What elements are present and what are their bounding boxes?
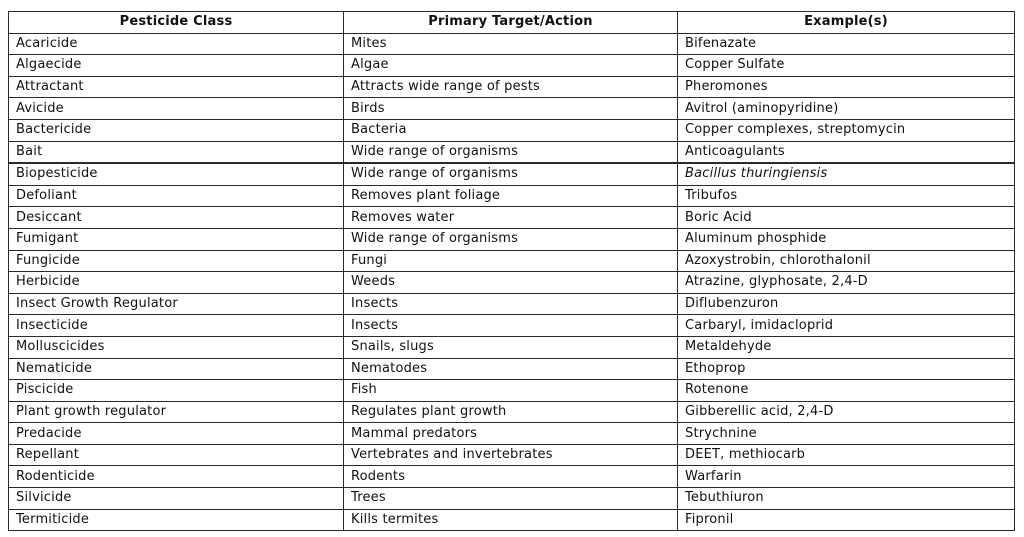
table-row — [9, 336, 1015, 358]
cell-example: Copper Sulfate — [678, 55, 1015, 77]
cell-example: Gibberellic acid, 2,4-D — [678, 401, 1015, 423]
header-examples: Example(s) — [678, 12, 1015, 34]
cell-target: Trees — [344, 488, 678, 510]
cell-example: Tebuthiuron — [678, 488, 1015, 510]
cell-example: Boric Acid — [678, 207, 1015, 229]
cell-class: Molluscicides — [9, 336, 344, 358]
cell-target: Removes plant foliage — [344, 185, 678, 207]
table-header-row — [9, 12, 1015, 34]
table-row — [9, 98, 1015, 120]
cell-target: Fish — [344, 380, 678, 402]
cell-example: Diflubenzuron — [678, 293, 1015, 315]
table-row — [9, 466, 1015, 488]
table-row — [9, 76, 1015, 98]
cell-target: Fungi — [344, 250, 678, 272]
cell-target: Vertebrates and invertebrates — [344, 444, 678, 466]
cell-example: Rotenone — [678, 380, 1015, 402]
cell-example: Carbaryl, imidacloprid — [678, 315, 1015, 337]
cell-target: Removes water — [344, 207, 678, 229]
cell-target: Nematodes — [344, 358, 678, 380]
cell-example: Pheromones — [678, 76, 1015, 98]
cell-class: Piscicide — [9, 380, 344, 402]
cell-example: Warfarin — [678, 466, 1015, 488]
cell-example: Strychnine — [678, 423, 1015, 445]
cell-class: Silvicide — [9, 488, 344, 510]
cell-target: Wide range of organisms — [344, 228, 678, 250]
cell-class: Bactericide — [9, 119, 344, 141]
cell-target: Birds — [344, 98, 678, 120]
cell-class: Rodenticide — [9, 466, 344, 488]
pesticide-table — [8, 11, 1015, 531]
cell-target: Rodents — [344, 466, 678, 488]
cell-example: Bifenazate — [678, 33, 1015, 55]
cell-target: Wide range of organisms — [344, 163, 678, 185]
cell-example: DEET, methiocarb — [678, 444, 1015, 466]
cell-example: Fipronil — [678, 509, 1015, 531]
cell-class: Insect Growth Regulator — [9, 293, 344, 315]
cell-class: Plant growth regulator — [9, 401, 344, 423]
cell-class: Nematicide — [9, 358, 344, 380]
cell-target: Mites — [344, 33, 678, 55]
table-row — [9, 315, 1015, 337]
table-row — [9, 141, 1015, 163]
cell-example: Azoxystrobin, chlorothalonil — [678, 250, 1015, 272]
cell-example: Bacillus thuringiensis — [678, 163, 1015, 185]
cell-target: Snails, slugs — [344, 336, 678, 358]
table-row — [9, 358, 1015, 380]
cell-example: Anticoagulants — [678, 141, 1015, 163]
cell-target: Algae — [344, 55, 678, 77]
cell-class: Attractant — [9, 76, 344, 98]
table-row — [9, 228, 1015, 250]
table-row — [9, 272, 1015, 294]
cell-class: Acaricide — [9, 33, 344, 55]
table-row — [9, 380, 1015, 402]
header-pesticide-class: Pesticide Class — [9, 12, 344, 34]
table-row — [9, 163, 1015, 185]
cell-example: Copper complexes, streptomycin — [678, 119, 1015, 141]
header-primary-target: Primary Target/Action — [344, 12, 678, 34]
cell-example: Aluminum phosphide — [678, 228, 1015, 250]
cell-example: Metaldehyde — [678, 336, 1015, 358]
cell-target: Mammal predators — [344, 423, 678, 445]
cell-class: Algaecide — [9, 55, 344, 77]
cell-example: Tribufos — [678, 185, 1015, 207]
cell-class: Insecticide — [9, 315, 344, 337]
cell-example: Atrazine, glyphosate, 2,4-D — [678, 272, 1015, 294]
cell-class: Predacide — [9, 423, 344, 445]
cell-class: Termiticide — [9, 509, 344, 531]
table-row — [9, 55, 1015, 77]
cell-class: Bait — [9, 141, 344, 163]
cell-class: Herbicide — [9, 272, 344, 294]
cell-example: Avitrol (aminopyridine) — [678, 98, 1015, 120]
cell-target: Regulates plant growth — [344, 401, 678, 423]
cell-target: Attracts wide range of pests — [344, 76, 678, 98]
table-row — [9, 423, 1015, 445]
cell-class: Biopesticide — [9, 163, 344, 185]
cell-target: Insects — [344, 315, 678, 337]
cell-target: Bacteria — [344, 119, 678, 141]
cell-target: Kills termites — [344, 509, 678, 531]
cell-example: Ethoprop — [678, 358, 1015, 380]
cell-target: Insects — [344, 293, 678, 315]
cell-target: Weeds — [344, 272, 678, 294]
table-row — [9, 185, 1015, 207]
cell-class: Fumigant — [9, 228, 344, 250]
table-row — [9, 444, 1015, 466]
table-row — [9, 488, 1015, 510]
table-row — [9, 293, 1015, 315]
table-row — [9, 401, 1015, 423]
table-row — [9, 250, 1015, 272]
cell-class: Defoliant — [9, 185, 344, 207]
table-row — [9, 509, 1015, 531]
cell-class: Avicide — [9, 98, 344, 120]
table-row — [9, 119, 1015, 141]
cell-class: Repellant — [9, 444, 344, 466]
table-row — [9, 33, 1015, 55]
cell-target: Wide range of organisms — [344, 141, 678, 163]
table-row — [9, 207, 1015, 229]
cell-class: Fungicide — [9, 250, 344, 272]
cell-class: Desiccant — [9, 207, 344, 229]
